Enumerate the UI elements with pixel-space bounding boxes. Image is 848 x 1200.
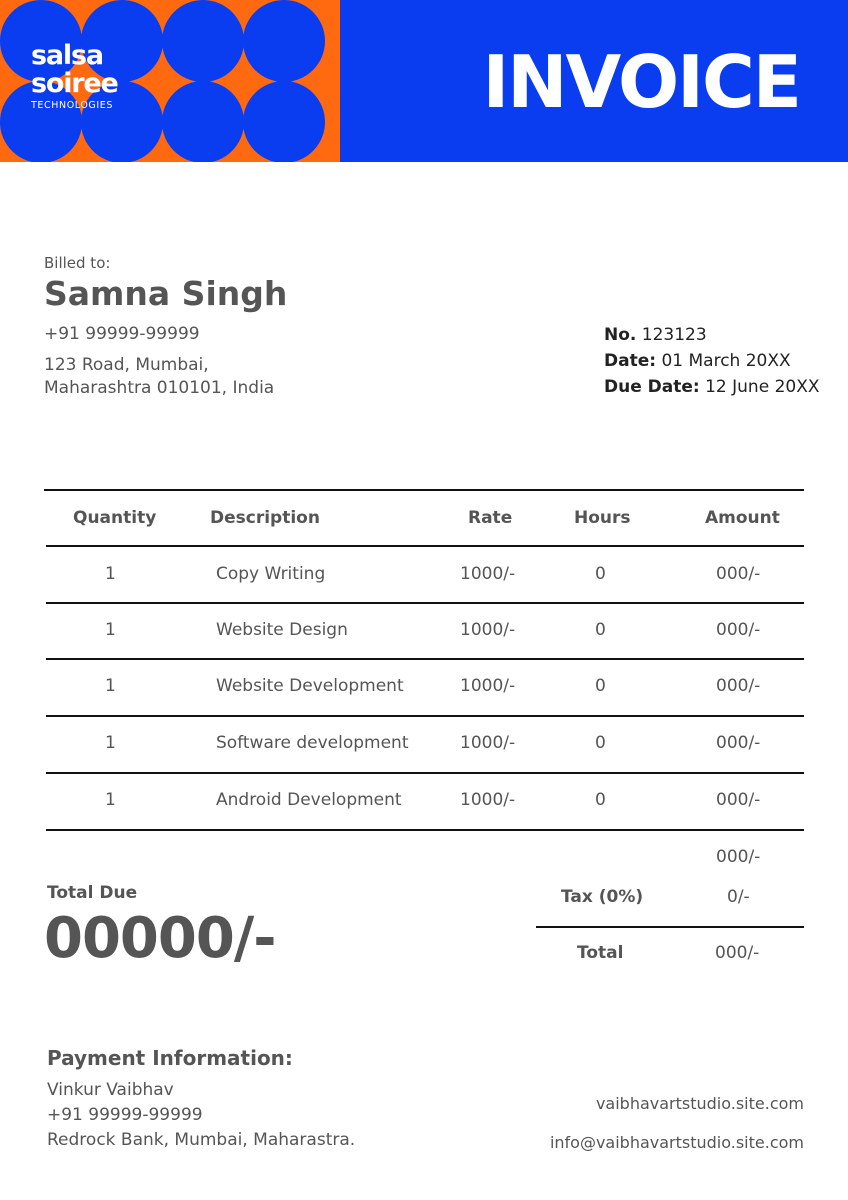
row4-rate: 1000/- [460, 733, 516, 753]
row4-amount: 000/- [716, 733, 761, 753]
payment-bank: Redrock Bank, Mumbai, Maharastra. [47, 1130, 356, 1150]
row3-amount: 000/- [716, 676, 761, 696]
row3-description: Website Development [216, 676, 404, 696]
table-header-rule [46, 545, 804, 547]
total-due-value: 00000/- [44, 906, 276, 971]
row2-rate: 1000/- [460, 620, 516, 640]
payment-info-title: Payment Information: [47, 1046, 293, 1070]
row1-rate: 1000/- [460, 564, 516, 584]
row3-quantity: 1 [105, 676, 116, 696]
client-address-line1: 123 Road, Mumbai, [44, 355, 209, 375]
client-phone: +91 99999-99999 [44, 324, 200, 344]
pattern-circle [162, 81, 244, 162]
tax-label: Tax (0%) [561, 887, 644, 907]
row3-rate: 1000/- [460, 676, 516, 696]
invoice-date-label: Date: [604, 351, 657, 371]
column-header-hours: Hours [574, 508, 631, 528]
invoice-header [0, 0, 848, 162]
row1-hours: 0 [595, 564, 606, 584]
row1-description: Copy Writing [216, 564, 326, 584]
logo-text-line1: salsa [31, 40, 103, 71]
table-row-rule [46, 658, 804, 660]
invoice-number-label: No. [604, 325, 637, 345]
column-header-description: Description [210, 508, 320, 528]
row2-quantity: 1 [105, 620, 116, 640]
column-header-rate: Rate [468, 508, 513, 528]
due-date-value: 12 June 20XX [705, 377, 820, 397]
row5-description: Android Development [216, 790, 402, 810]
invoice-date [604, 351, 791, 371]
contact-email[interactable]: info@vaibhavartstudio.site.com [549, 1133, 804, 1152]
total-value: 000/- [715, 943, 760, 963]
column-header-amount: Amount [705, 508, 780, 528]
client-address-line2: Maharashtra 010101, India [44, 378, 275, 398]
logo-tagline: TECHNOLOGIES [31, 100, 113, 111]
client-name: Samna Singh [44, 274, 288, 313]
row2-amount: 000/- [716, 620, 761, 640]
table-row-rule [46, 772, 804, 774]
due-date-label: Due Date: [604, 377, 700, 397]
invoice-date-value: 01 March 20XX [661, 351, 791, 371]
contact-website[interactable]: vaibhavartstudio.site.com [595, 1094, 804, 1113]
billed-to-label: Billed to: [44, 254, 111, 272]
table-row-rule [46, 602, 804, 604]
table-top-rule [44, 489, 804, 491]
row3-hours: 0 [595, 676, 606, 696]
table-bottom-rule [46, 829, 804, 831]
row5-hours: 0 [595, 790, 606, 810]
row4-quantity: 1 [105, 733, 116, 753]
row4-hours: 0 [595, 733, 606, 753]
row1-quantity: 1 [105, 564, 116, 584]
company-logo [31, 42, 118, 111]
row2-hours: 0 [595, 620, 606, 640]
payment-name: Vinkur Vaibhav [47, 1080, 174, 1100]
row2-description: Website Design [216, 620, 348, 640]
invoice-title: INVOICE [482, 40, 800, 124]
row4-description: Software development [216, 733, 409, 753]
summary-rule [536, 926, 804, 928]
logo-text-line2: soiree [31, 68, 118, 99]
pattern-circle [162, 0, 244, 82]
table-row-rule [46, 715, 804, 717]
pattern-circle [243, 0, 325, 82]
row5-amount: 000/- [716, 790, 761, 810]
pattern-circle [243, 81, 325, 162]
subtotal-value: 000/- [716, 847, 761, 867]
payment-phone: +91 99999-99999 [47, 1105, 203, 1125]
tax-value: 0/- [727, 887, 750, 907]
total-due-label: Total Due [47, 883, 138, 903]
invoice-due-date [604, 377, 820, 397]
row5-quantity: 1 [105, 790, 116, 810]
column-header-quantity: Quantity [73, 508, 157, 528]
row1-amount: 000/- [716, 564, 761, 584]
invoice-number [604, 325, 707, 345]
invoice-number-value: 123123 [641, 325, 707, 345]
total-label: Total [577, 943, 624, 963]
row5-rate: 1000/- [460, 790, 516, 810]
